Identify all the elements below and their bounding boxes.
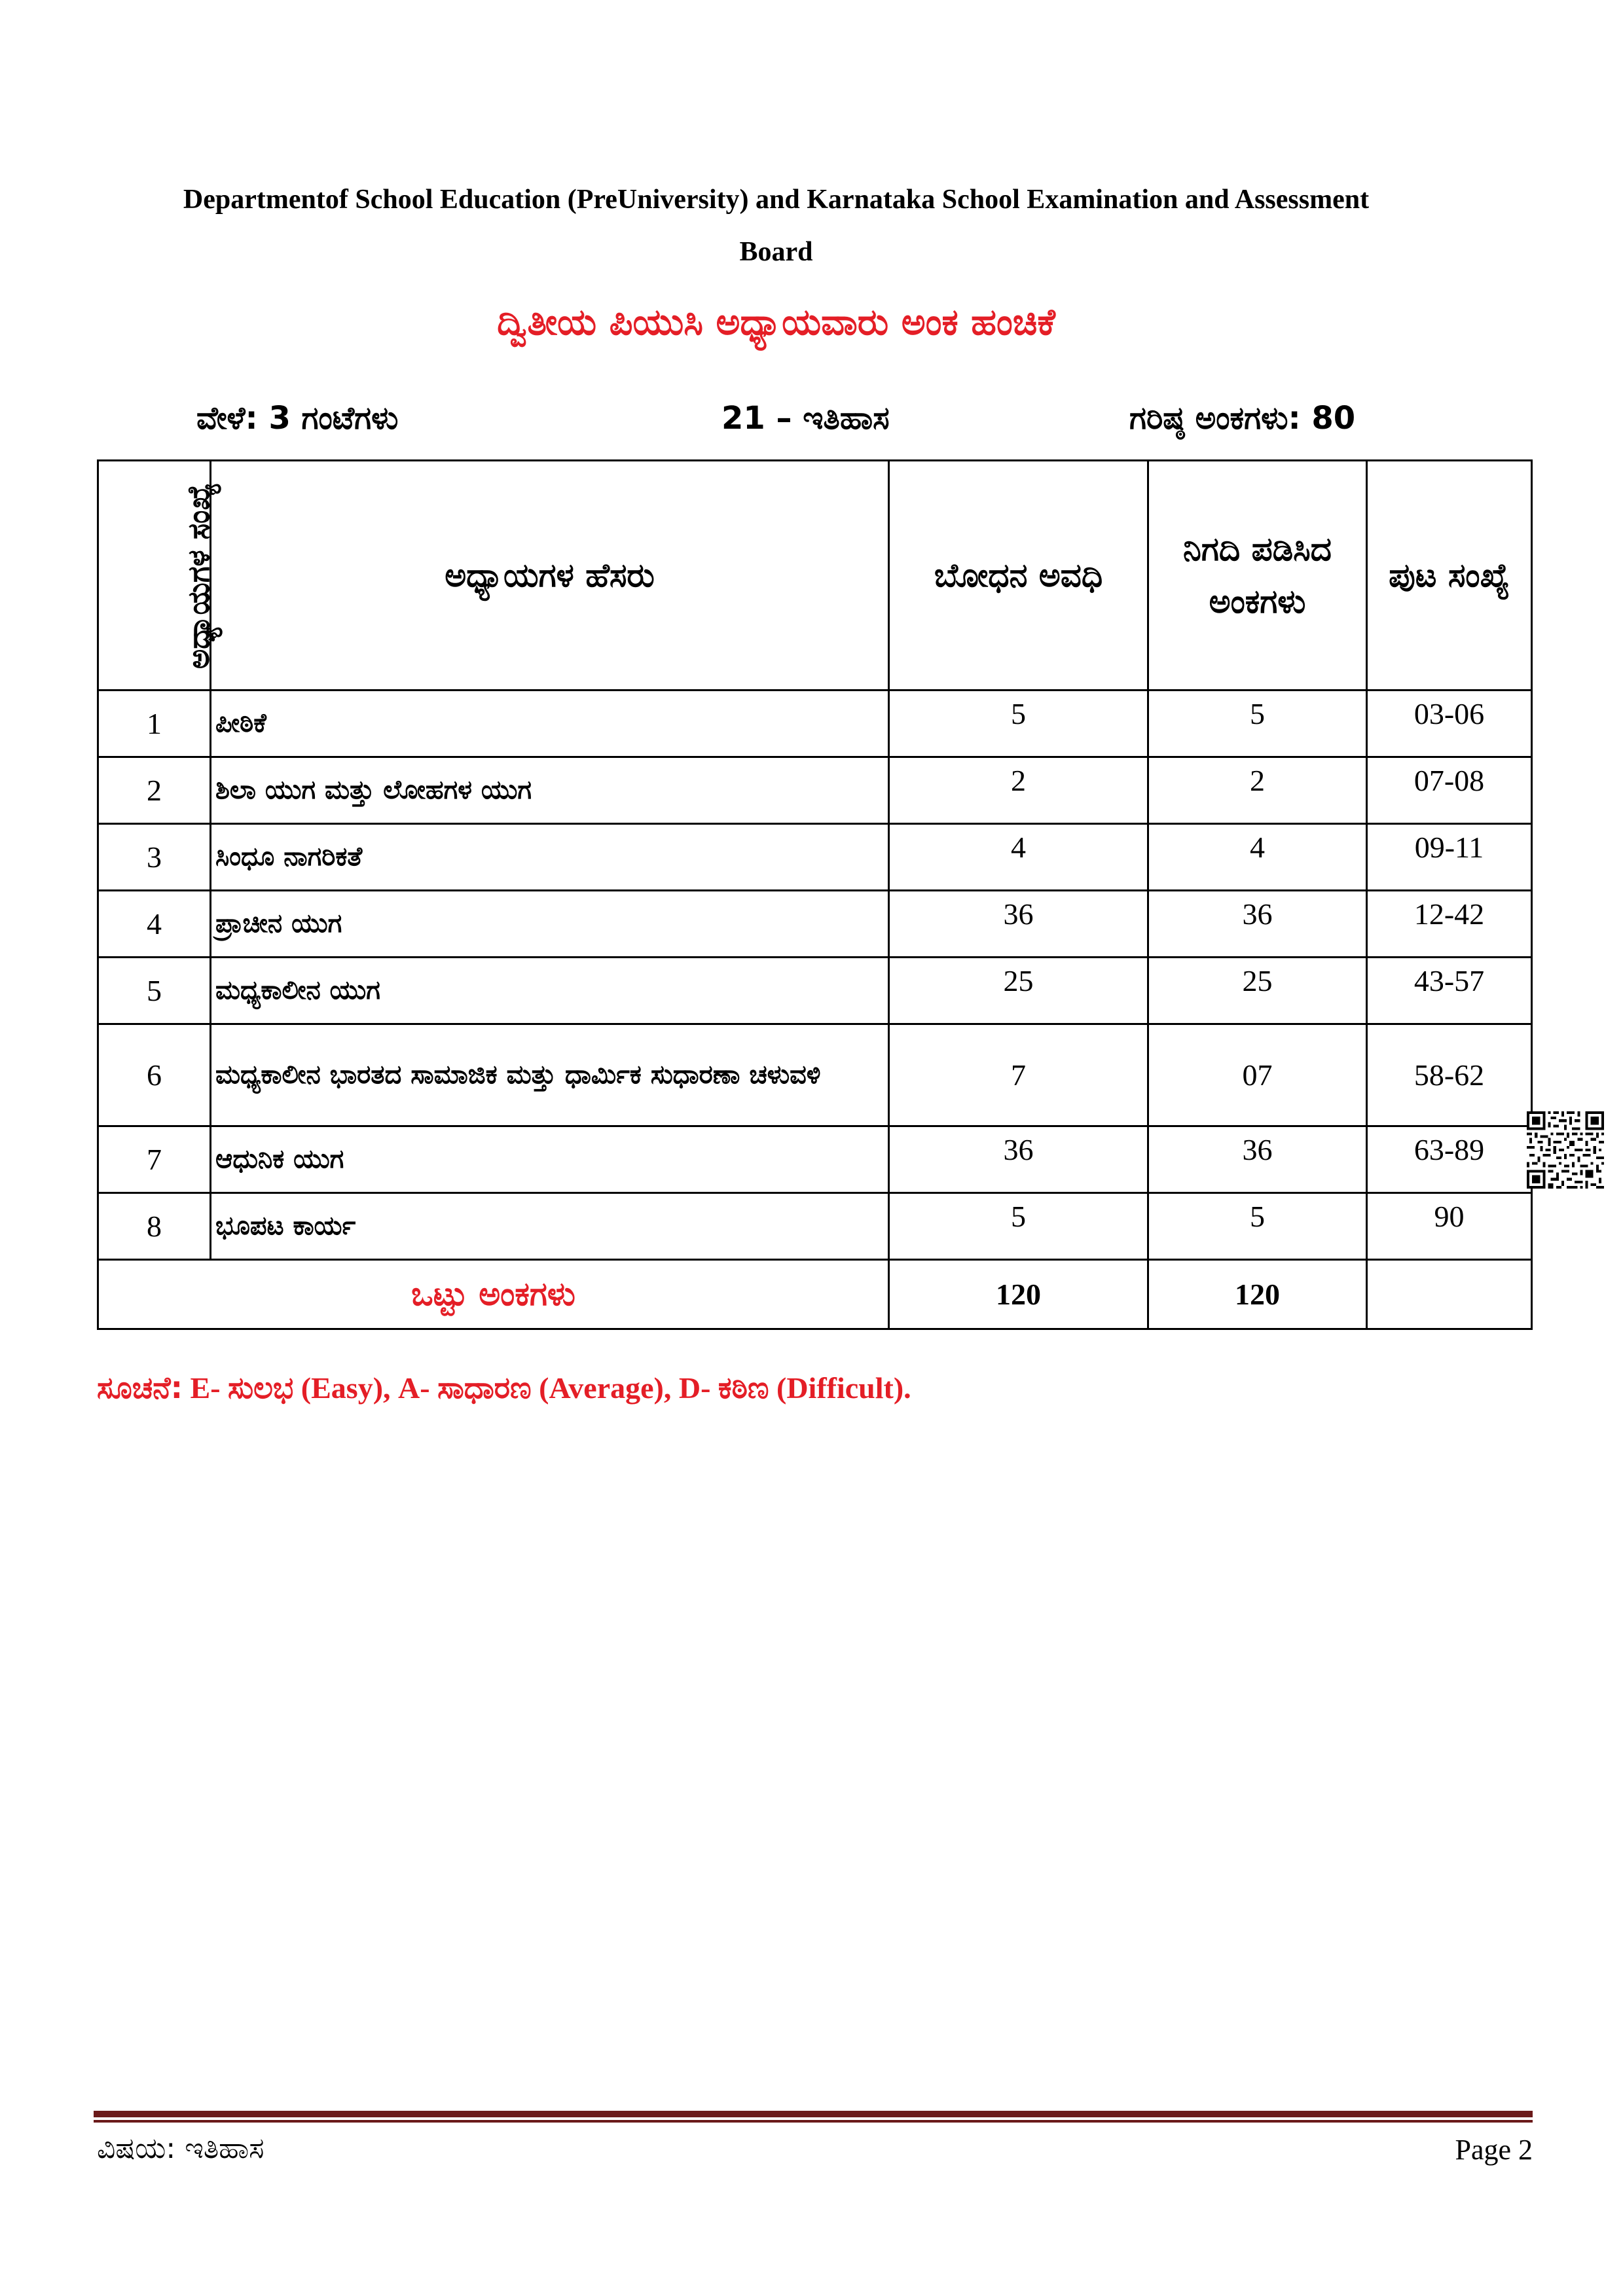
footer-rule-thin bbox=[94, 2120, 1533, 2123]
teaching-hours-cell: 36 bbox=[889, 891, 1148, 958]
chapter-no-cell: 2 bbox=[98, 757, 211, 824]
teaching-hours-cell: 25 bbox=[889, 958, 1148, 1024]
teaching-hours-cell: 2 bbox=[889, 757, 1148, 824]
chapter-no-cell: 3 bbox=[98, 824, 211, 891]
chapter-name-cell: ಭೂಪಟ ಕಾರ್ಯ bbox=[211, 1193, 889, 1260]
page-number: Page 2 bbox=[1455, 2134, 1533, 2166]
chapter-name-cell: ಆಧುನಿಕ ಯುಗ bbox=[211, 1126, 889, 1193]
page-range-cell: 12-42 bbox=[1367, 891, 1532, 958]
table-row bbox=[98, 958, 1532, 1024]
easy-kannada: ಸುಲಭ bbox=[228, 1370, 294, 1405]
exam-duration: ವೇಳೆ: 3 ಗಂಟೆಗಳು bbox=[196, 400, 399, 437]
total-row bbox=[98, 1260, 1532, 1329]
average-code: A- bbox=[398, 1371, 430, 1405]
table-row bbox=[98, 757, 1532, 824]
header-chapter-name: ಅಧ್ಯಾಯಗಳ ಹೆಸರು bbox=[211, 461, 889, 691]
page-range-cell: 63-89 bbox=[1367, 1126, 1532, 1193]
qr-code-icon bbox=[1527, 1111, 1604, 1189]
teaching-hours-cell: 36 bbox=[889, 1126, 1148, 1193]
page-title: ದ್ವಿತೀಯ ಪಿಯುಸಿ ಅಧ್ಯಾಯವಾರು ಅಂಕ ಹಂಚಿಕೆ bbox=[497, 301, 1055, 344]
max-marks: ಗರಿಷ್ಠ ಅಂಕಗಳು: 80 bbox=[1129, 400, 1356, 437]
allotted-marks-cell: 5 bbox=[1148, 691, 1367, 757]
table-row bbox=[98, 824, 1532, 891]
page-range-cell: 90 bbox=[1367, 1193, 1532, 1260]
total-label: ಒಟ್ಟು ಅಂಕಗಳು bbox=[411, 1274, 575, 1313]
chapter-no-cell: 4 bbox=[98, 891, 211, 958]
allotted-marks-cell: 4 bbox=[1148, 824, 1367, 891]
average-kannada: ಸಾಧಾರಣ bbox=[437, 1370, 532, 1405]
header-allotted-marks: ನಿಗದಿ ಪಡಿಸಿದ ಅಂಕಗಳು bbox=[1148, 461, 1367, 691]
chapter-name-cell: ಮಧ್ಯಕಾಲೀನ ಭಾರತದ ಸಾಮಾಜಿಕ ಮತ್ತು ಧಾರ್ಮಿಕ ಸುಧಾರಣಾ ಚಳುವಳಿ bbox=[211, 1024, 889, 1126]
chapter-no-cell: 8 bbox=[98, 1193, 211, 1260]
total-marks-cell: 120 bbox=[1148, 1260, 1367, 1329]
marks-distribution-table bbox=[97, 459, 1533, 1330]
header-chapter-no-label: ಅಧ್ಯಾಯಗಳ ಸಂಖ್ಯೆ bbox=[181, 482, 217, 670]
allotted-marks-cell: 2 bbox=[1148, 757, 1367, 824]
difficult-code: D- bbox=[678, 1371, 711, 1405]
table-row bbox=[98, 1126, 1532, 1193]
allotted-marks-cell: 25 bbox=[1148, 958, 1367, 1024]
header-teaching-hours: ಬೋಧನ ಅವಧಿ bbox=[889, 461, 1148, 691]
difficulty-note bbox=[97, 1365, 911, 1411]
total-hours-cell: 120 bbox=[889, 1260, 1148, 1329]
table-header-row bbox=[98, 461, 1532, 691]
allotted-marks-cell: 5 bbox=[1148, 1193, 1367, 1260]
difficult-kannada: ಕಠಿಣ bbox=[718, 1370, 769, 1405]
table-row bbox=[98, 691, 1532, 757]
total-label-cell bbox=[98, 1260, 889, 1329]
page-range-cell: 03-06 bbox=[1367, 691, 1532, 757]
table-row bbox=[98, 1193, 1532, 1260]
chapter-name-cell: ಮಧ್ಯಕಾಲೀನ ಯುಗ bbox=[211, 958, 889, 1024]
teaching-hours-cell: 5 bbox=[889, 691, 1148, 757]
page-range-cell: 58-62 bbox=[1367, 1024, 1532, 1126]
easy-english: (Easy), bbox=[301, 1371, 391, 1405]
chapter-no-cell: 6 bbox=[98, 1024, 211, 1126]
allotted-marks-cell: 36 bbox=[1148, 891, 1367, 958]
easy-code: E- bbox=[190, 1371, 221, 1405]
page-range-cell: 07-08 bbox=[1367, 757, 1532, 824]
total-pages-cell bbox=[1367, 1260, 1532, 1329]
chapter-no-cell: 7 bbox=[98, 1126, 211, 1193]
allotted-marks-cell: 36 bbox=[1148, 1126, 1367, 1193]
teaching-hours-cell: 4 bbox=[889, 824, 1148, 891]
teaching-hours-cell: 7 bbox=[889, 1024, 1148, 1126]
header-chapter-no bbox=[98, 461, 217, 691]
table-row bbox=[98, 1024, 1532, 1126]
department-heading: Departmentof School Education (PreUniversity) and Karnataka School Examination and Assessment bbox=[183, 185, 1370, 215]
difficult-english: (Difficult). bbox=[776, 1371, 911, 1405]
footer-subject: ವಿಷಯ: ಇತಿಹಾಸ bbox=[97, 2132, 264, 2165]
chapter-no-cell: 5 bbox=[98, 958, 211, 1024]
chapter-name-cell: ಪ್ರಾಚೀನ ಯುಗ bbox=[211, 891, 889, 958]
table-row bbox=[98, 891, 1532, 958]
chapter-no-cell: 1 bbox=[98, 691, 211, 757]
chapter-name-cell: ಸಿಂಧೂ ನಾಗರಿಕತೆ bbox=[211, 824, 889, 891]
page-range-cell: 43-57 bbox=[1367, 958, 1532, 1024]
teaching-hours-cell: 5 bbox=[889, 1193, 1148, 1260]
page-range-cell: 09-11 bbox=[1367, 824, 1532, 891]
header-page-no: ಪುಟ ಸಂಖ್ಯೆ bbox=[1367, 461, 1532, 691]
subject-code: 21 – ಇತಿಹಾಸ bbox=[721, 400, 890, 437]
chapter-name-cell: ಶಿಲಾ ಯುಗ ಮತ್ತು ಲೋಹಗಳ ಯುಗ bbox=[211, 757, 889, 824]
board-heading: Board bbox=[739, 237, 813, 267]
footer-rule bbox=[94, 2111, 1533, 2117]
chapter-name-cell: ಪೀಠಿಕೆ bbox=[211, 691, 889, 757]
allotted-marks-cell: 07 bbox=[1148, 1024, 1367, 1126]
note-label: ಸೂಚನೆ: bbox=[97, 1370, 183, 1405]
average-english: (Average), bbox=[539, 1371, 672, 1405]
